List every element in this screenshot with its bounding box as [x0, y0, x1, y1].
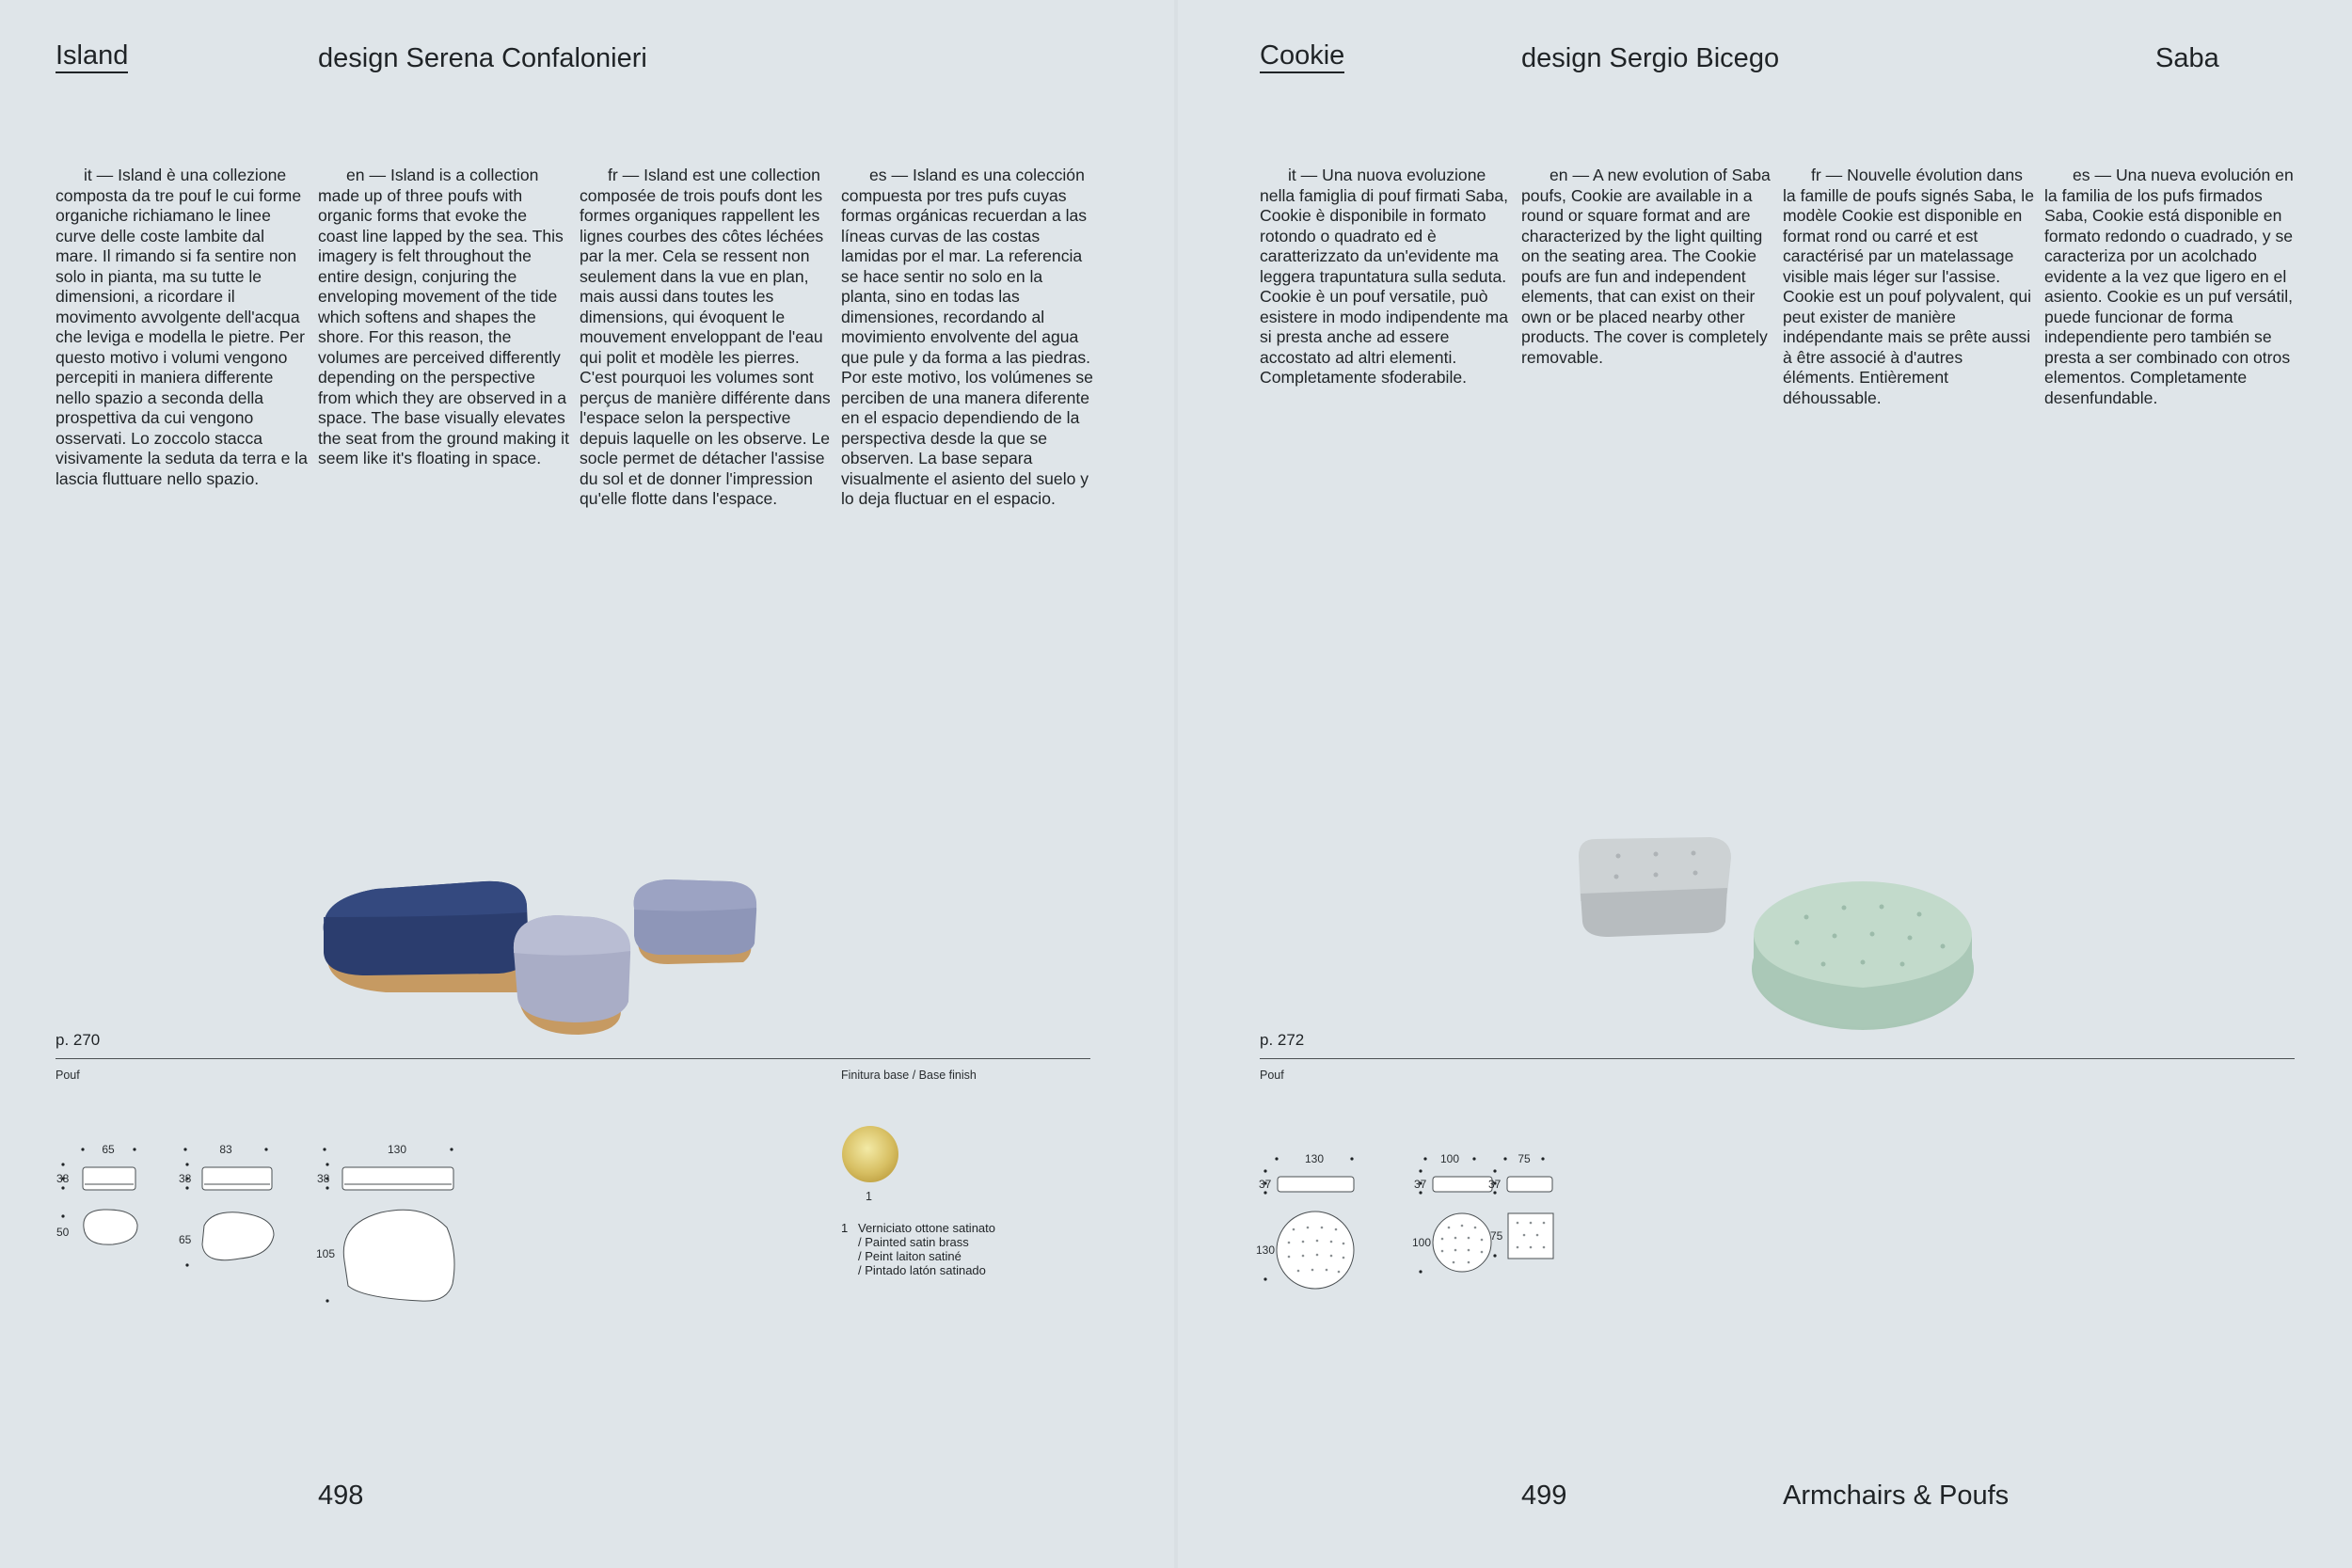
brass-finish-swatch	[841, 1125, 899, 1183]
right-page	[1176, 0, 2352, 1568]
dim-width: 65	[102, 1143, 115, 1156]
text-column-fr	[580, 166, 832, 510]
divider-rule	[56, 1058, 1090, 1059]
dim-height: 37	[1488, 1178, 1502, 1191]
island-dimension-drawings	[52, 1133, 475, 1312]
text-column-es	[2044, 166, 2296, 408]
lang-label: en —	[346, 166, 387, 184]
lang-label: fr —	[1811, 166, 1843, 184]
dim-depth: 50	[56, 1226, 70, 1239]
dim-height: 38	[56, 1172, 70, 1185]
lang-label: en —	[1549, 166, 1590, 184]
dim-height: 38	[179, 1172, 192, 1185]
section-title: Armchairs & Poufs	[1783, 1481, 2010, 1511]
column-text: Island est une collection composée de trois poufs dont les formes organiques rappellent les lignes courbes des côtes léchées par la mer. Cela se ressent non seulement dans la vue en plan, mais aussi dans toutes les dimensions, qui évoquent le mouvement enveloppant de l'eau qui polit et modèle les pierres. C'est pourquoi les volumes sont perçus de manière différente dans l'espace selon la perspective depuis laquelle on les observe. Le socle permet de détacher l'assise du sol et de donner l'impression qu'elle flotte dans l'espace.	[580, 166, 831, 508]
dim-height: 37	[1414, 1178, 1427, 1191]
finish-name-fr: / Peint laiton satiné	[858, 1249, 961, 1263]
column-text: Island is a collection made up of three poufs with organic forms that evoke the coast line lapped by the sea. This imagery is felt throughout the entire design, conjuring the enveloping movement of the tide which softens and shapes the shore. For this reason, the volumes are perceived differently depending on the perspective from which they are observed in a space. The base visually elevates the seat from the ground making it seem like it's floating in space.	[318, 166, 569, 467]
column-text: Una nuova evoluzione nella famiglia di pouf firmati Saba, Cookie è disponibile in formato rotondo o quadrato ed è caratterizzato da un'evidente ma leggera trapuntatura sulla seduta. Cookie è un pouf versatile, può esistere in modo indipendente ma si presta anche ad essere accostato ad altri elementi. Completamente sfoderabile.	[1260, 166, 1509, 387]
dim-width: 130	[387, 1143, 407, 1156]
column-text: Island è una collezione composta da tre pouf le cui forme organiche richiamano le linee curve delle coste lambite dal mare. Il rimando si fa sentire non solo in pianta, ma su tutte le dimensioni, a ricordare il movimento avvolgente dell'acqua che leviga e modella le pietre. Per questo motivo i volumi vengono percepiti in maniera differente nello spazio a seconda della prospettiva da cui vengono osservati. Lo zoccolo stacca visivamente la seduta da terra e la lascia fluttuare nello spazio.	[56, 166, 308, 488]
collection-title: Island	[56, 40, 128, 73]
page-reference: p. 270	[56, 1031, 101, 1049]
dim-width: 75	[1518, 1152, 1531, 1165]
designer-credit: design Sergio Bicego	[1521, 43, 1780, 73]
lang-label: es —	[2073, 166, 2112, 184]
collection-title: Cookie	[1260, 40, 1344, 73]
finish-label: Finitura base / Base finish	[841, 1069, 977, 1082]
finish-name-es: / Pintado latón satinado	[858, 1263, 986, 1277]
dim-height: 38	[317, 1172, 330, 1185]
island-product-photo	[310, 861, 762, 1049]
type-label: Pouf	[56, 1069, 80, 1082]
dim-depth: 105	[316, 1247, 336, 1260]
text-column-it	[56, 166, 308, 489]
dim-depth: 65	[179, 1233, 192, 1246]
page-number: 499	[1521, 1481, 1567, 1511]
finish-code: 1	[841, 1221, 849, 1235]
column-text: Una nueva evolución en la familia de los pufs firmados Saba, Cookie está disponible en formato redondo o cuadrado, y se caracteriza por un acolchado evidente a la vez que ligero en el asiento. Cookie es un puf versátil, puede funcionar de forma independiente pero también se presta a ser combinado con otros elementos. Completamente desenfundable.	[2044, 166, 2294, 407]
column-text: Nouvelle évolution dans la famille de poufs signés Saba, le modèle Cookie est disponible en format rond ou carré et est caractérisé par un matelassage visible mais léger sur l'assise. Cookie est un pouf polyvalent, qui peut exister de manière indépendante mais se prête aussi à être associé à d'autres éléments. Entièrement déhoussable.	[1783, 166, 2034, 407]
dim-width: 130	[1304, 1152, 1325, 1165]
column-text: A new evolution of Saba poufs, Cookie are available in a round or square format and are characterized by the light quilting on the seating area. The Cookie poufs are fun and independent elements, that can exist on their own or be placed nearby other products. The cover is completely removable.	[1521, 166, 1771, 367]
text-column-it	[1260, 166, 1512, 388]
page-reference: p. 272	[1260, 1031, 1305, 1049]
lang-label: it —	[1288, 166, 1318, 184]
text-column-es	[841, 166, 1093, 510]
text-column-en	[318, 166, 570, 469]
finish-description	[841, 1221, 995, 1277]
dim-width: 83	[219, 1143, 232, 1156]
dim-width: 100	[1439, 1152, 1460, 1165]
finish-number: 1	[866, 1190, 872, 1203]
cookie-product-photo	[1571, 828, 1994, 1044]
text-column-en	[1521, 166, 1773, 368]
lang-label: fr —	[608, 166, 640, 184]
dim-height: 37	[1259, 1178, 1272, 1191]
dim-depth: 130	[1256, 1243, 1276, 1257]
designer-credit: design Serena Confalonieri	[318, 43, 647, 73]
type-label: Pouf	[1260, 1069, 1284, 1082]
lang-label: es —	[869, 166, 909, 184]
text-column-fr	[1783, 166, 2035, 408]
brand-name: Saba	[2155, 43, 2219, 73]
finish-name-en: / Painted satin brass	[858, 1235, 969, 1249]
cookie-dimension-drawings	[1256, 1143, 1557, 1303]
column-text: Island es una colección compuesta por tres pufs cuyas formas orgánicas recuerdan a las líneas curvas de las costas lamidas por el mar. La referencia se hace sentir no solo en la planta, sino en todas las dimensiones, recordando al movimiento envolvente del agua que pule y da forma a las piedras. Por este motivo, los volúmenes se perciben de una manera diferente en el espacio dependiendo de la perspectiva desde la que se observen. La base separa visualmente el asiento del suelo y lo deja fluctuar en el espacio.	[841, 166, 1093, 508]
lang-label: it —	[84, 166, 114, 184]
page-number: 498	[318, 1481, 364, 1511]
divider-rule	[1260, 1058, 2295, 1059]
dim-depth: 75	[1490, 1229, 1503, 1243]
dim-depth: 100	[1412, 1236, 1432, 1249]
finish-name-it: Verniciato ottone satinato	[858, 1221, 995, 1235]
